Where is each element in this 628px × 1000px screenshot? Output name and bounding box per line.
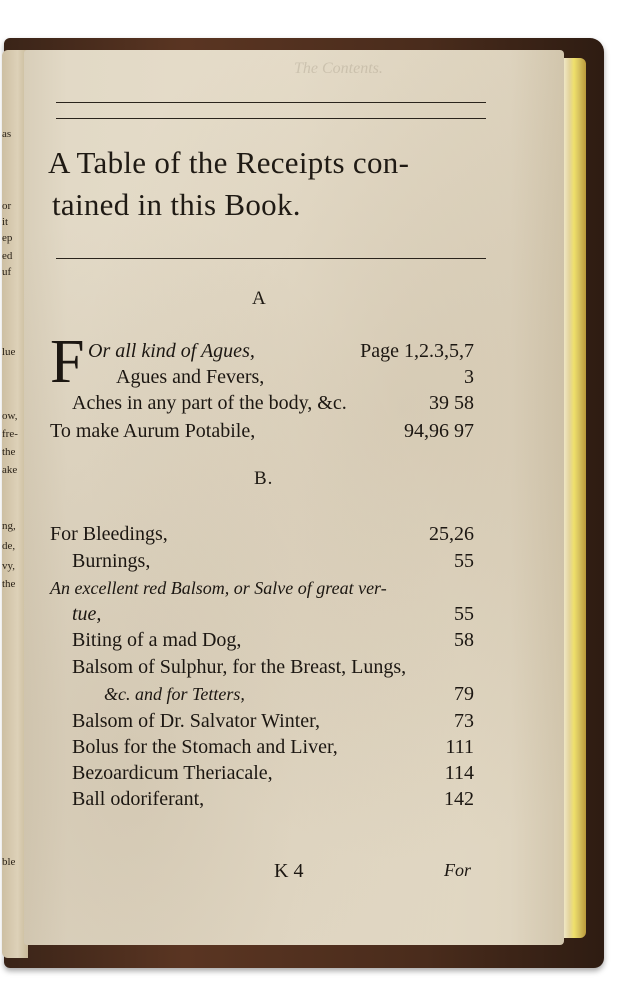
pages-b-1: 25,26	[429, 523, 474, 545]
left-fragment: as	[2, 128, 12, 140]
pages-b-2: 55	[454, 550, 474, 572]
entry-a-2: Agues and Fevers,	[116, 366, 265, 388]
catchword: For	[444, 860, 471, 880]
title-rule	[56, 258, 486, 259]
left-fragment: the	[2, 446, 16, 458]
left-fragment: the	[2, 578, 16, 590]
page-title	[48, 142, 488, 226]
title-line-2: tained in this Book.	[52, 187, 301, 222]
pages-b-5: 58	[454, 629, 474, 651]
left-fragment: ake	[2, 464, 18, 476]
entry-b-1: For Bleedings,	[50, 523, 168, 545]
page	[24, 50, 564, 945]
left-fragment: vy,	[2, 560, 16, 572]
pages-b-7: 79	[454, 683, 474, 705]
pages-b-11: 142	[444, 788, 474, 810]
section-letter-a: A	[252, 288, 267, 309]
entry-b-6: Balsom of Sulphur, for the Breast, Lungs,	[72, 656, 407, 678]
title-line-1: A Table of the Receipts con-	[48, 145, 410, 180]
pages-a-2: 3	[464, 366, 474, 388]
left-fragment: ep	[2, 232, 13, 244]
entry-b-10: Bezoardicum Theriacale,	[72, 762, 273, 784]
pages-b-10: 114	[444, 762, 474, 784]
entry-b-2: Burnings,	[72, 550, 151, 572]
entry-a-4: To make Aurum Potabile,	[50, 420, 256, 442]
entry-a-1: Or all kind of Agues,	[88, 340, 255, 362]
entry-b-7: &c. and for Tetters,	[104, 684, 245, 704]
pages-a-3: 39 58	[429, 392, 474, 414]
running-head: The Contents.	[294, 60, 383, 77]
pages-b-9: 111	[445, 736, 474, 758]
drop-cap: F	[50, 328, 85, 396]
left-fragment: de,	[2, 540, 16, 552]
left-fragment: uf	[2, 266, 12, 278]
top-rule	[56, 102, 486, 103]
pages-b-8: 73	[454, 710, 474, 732]
entry-b-9: Bolus for the Stomach and Liver,	[72, 736, 338, 758]
left-fragment: ow,	[2, 410, 18, 422]
entry-b-11: Ball odoriferant,	[72, 788, 205, 810]
entry-a-3: Aches in any part of the body, &c.	[72, 392, 347, 414]
entry-b-8: Balsom of Dr. Salvator Winter,	[72, 710, 320, 732]
section-letter-b: B.	[254, 468, 274, 489]
top-rule-2	[56, 118, 486, 119]
entry-b-4: tue,	[72, 603, 102, 625]
left-fragment: it	[2, 216, 9, 228]
left-fragment: ng,	[2, 520, 16, 532]
pages-a-4: 94,96 97	[404, 420, 474, 442]
left-fragment: ed	[2, 250, 13, 262]
pages-a-1: Page 1,2.3,5,7	[360, 340, 474, 362]
entry-b-5: Biting of a mad Dog,	[72, 629, 242, 651]
left-fragment: ble	[2, 856, 16, 868]
signature-mark: K 4	[274, 860, 304, 882]
entry-b-3: An excellent red Balsom, or Salve of great ver-	[50, 578, 387, 598]
left-fragment: fre-	[2, 428, 18, 440]
pages-b-4: 55	[454, 603, 474, 625]
left-fragment: or	[2, 200, 12, 212]
left-fragment: lue	[2, 346, 16, 358]
